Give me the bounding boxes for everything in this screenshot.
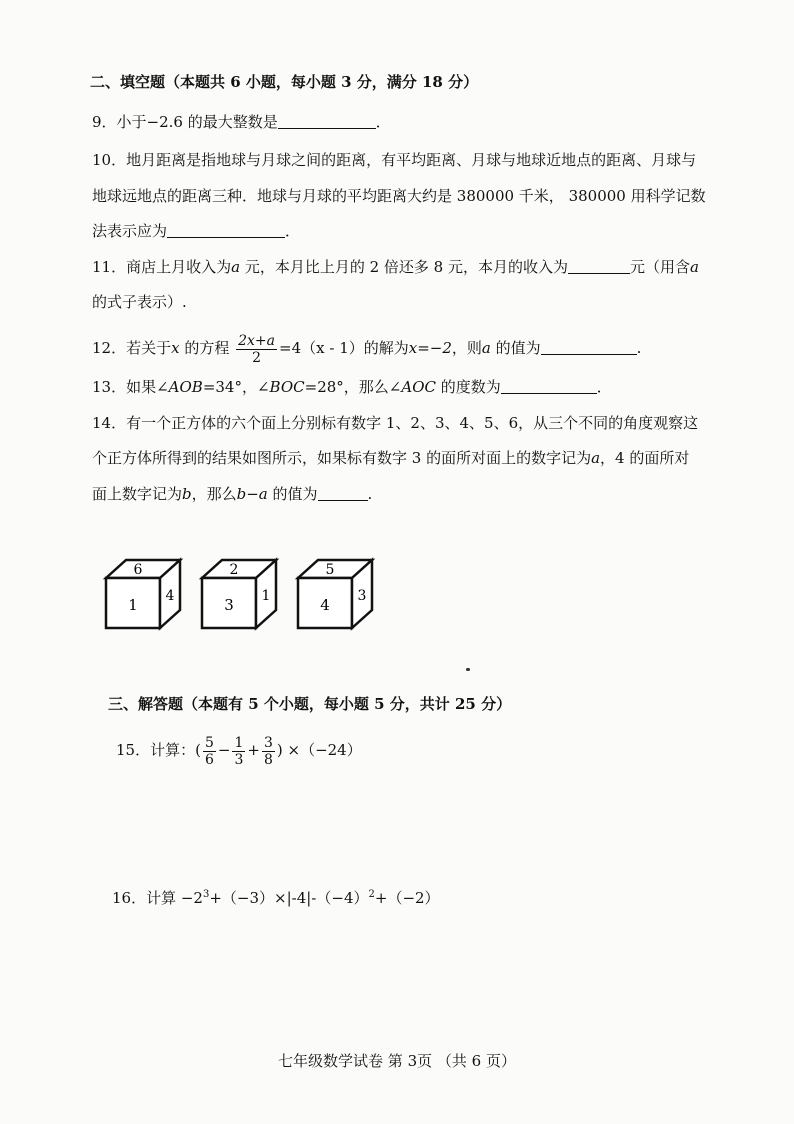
fraction-3-8: $\frac{3}{8}$ <box>263 734 273 768</box>
cube-view-2 <box>202 560 276 628</box>
cube-front-number: 1 <box>128 596 138 614</box>
cube-views-figure <box>100 556 390 636</box>
question-11-line2: 的式子表示）. <box>92 293 187 311</box>
question-14-line2: 个正方体所得到的结果如图所示，如果标有数字 3 的面所对面上的数字记为a，4 的面所对 <box>92 449 690 467</box>
answer-blank-10[interactable] <box>167 223 285 238</box>
question-10-line1: 10．地月距离是指地球与月球之间的距离，有平均距离、月球与地球近地点的距离、月球与 <box>92 151 697 169</box>
question-15: 15．计算：( $\frac{5}{6}$ − $\frac{1}{3}$ + $\frac{3}{8}$ ) ×（−24） <box>116 734 362 768</box>
answer-blank-9[interactable] <box>278 114 376 129</box>
fraction-2x-plus-a-over-2: $\frac{2x+a}{2}$ <box>238 332 276 366</box>
section3-heading: 三、解答题（本题有 5 个小题，每小题 5 分，共计 25 分） <box>108 695 512 713</box>
cube-view-1 <box>106 560 180 628</box>
cube-right-number: 3 <box>357 588 367 604</box>
page-footer: 七年级数学试卷 第 3页 （共 6 页） <box>278 1052 516 1070</box>
question-10-line3: 法表示应为 ． <box>92 222 301 240</box>
question-10-line2: 地球远地点的距离三种．地球与月球的平均距离大约是 380000 千米， 380000 用科学记数 <box>92 187 706 205</box>
question-9: 9．小于−2.6 的最大整数是 ． <box>92 113 391 131</box>
cube-right-number: 4 <box>165 588 175 604</box>
section2-heading: 二、填空题（本题共 6 小题，每小题 3 分，满分 18 分） <box>90 73 479 91</box>
fraction-5-6: $\frac{5}{6}$ <box>204 734 214 768</box>
cube-top-number: 2 <box>229 562 239 578</box>
cube-front-number: 4 <box>320 596 330 614</box>
answer-blank-13[interactable] <box>501 379 597 394</box>
fraction-1-3: $\frac{1}{3}$ <box>234 734 244 768</box>
cube-view-3 <box>298 560 372 628</box>
cube-top-number: 5 <box>325 562 335 578</box>
question-13: 13．如果∠AOB=34°，∠BOC=28°，那么∠AOC 的度数为 ． <box>92 378 612 396</box>
question-16: 16．计算 $-2^3+(-3)\times|-4|-(-4)^2+(-2)$ <box>112 889 440 907</box>
answer-blank-12[interactable] <box>541 340 637 355</box>
answer-blank-11[interactable] <box>568 259 630 274</box>
question-12: 12．若关于x 的方程 $\frac{2x+a}{2}$ =4（x - 1）的解为x=−2，则a 的值为 . <box>92 332 642 366</box>
question-14-line1: 14．有一个正方体的六个面上分别标有数字 1、2、3、4、5、6，从三个不同的角度观察这 <box>92 414 699 432</box>
cube-top-number: 6 <box>133 562 143 578</box>
cube-right-number: 1 <box>261 588 271 604</box>
question-11-line1: 11．商店上月收入为a 元，本月比上月的 2 倍还多 8 元，本月的收入为 元（用含a <box>92 258 699 276</box>
question-14-line3: 面上数字记为b，那么b−a 的值为 . <box>92 485 373 503</box>
cube-front-number: 3 <box>224 596 234 614</box>
scan-speck <box>466 668 470 671</box>
answer-blank-14[interactable] <box>318 486 368 501</box>
